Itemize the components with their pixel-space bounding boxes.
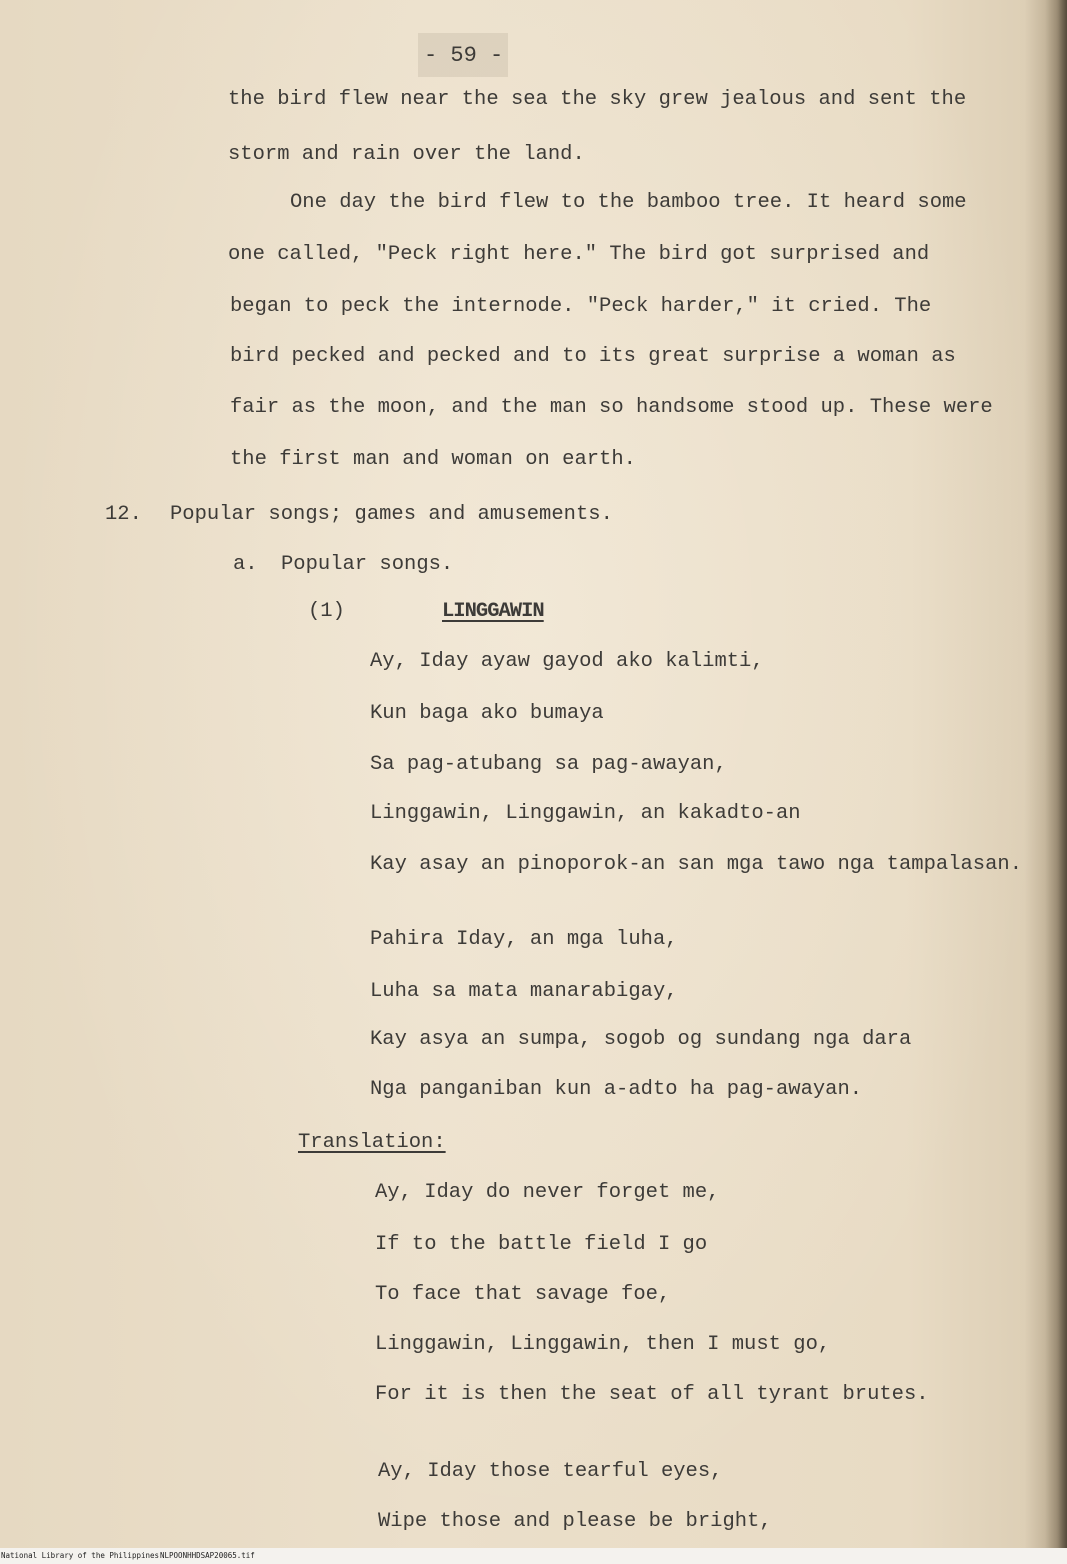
story-line: began to peck the internode. "Peck harder," it cried. The [230, 295, 932, 318]
story-line: the bird flew near the sea the sky grew jealous and sent the [228, 88, 967, 111]
section-title: Popular songs; games and amusements. [170, 503, 613, 526]
song-line: Kun baga ako bumaya [370, 702, 604, 725]
song-line: Pahira Iday, an mga luha, [370, 928, 678, 951]
translation-line: Ay, Iday do never forget me, [375, 1181, 720, 1204]
translation-heading: Translation: [298, 1131, 446, 1154]
story-line: fair as the moon, and the man so handsome stood up. These were [230, 396, 993, 419]
footer-filename: NLPOONHHDSAP20065.tif [160, 1551, 255, 1560]
song-title: LINGGAWIN [442, 600, 544, 623]
section-number: 12. [105, 503, 142, 526]
footer-library: National Library of the Philippines [1, 1551, 160, 1560]
story-line: storm and rain over the land. [228, 143, 585, 166]
story-line: bird pecked and pecked and to its great surprise a woman as [230, 345, 956, 368]
song-line: Linggawin, Linggawin, an kakadto-an [370, 802, 801, 825]
translation-line: Ay, Iday those tearful eyes, [378, 1460, 723, 1483]
song-line: Kay asay an pinoporok-an san mga tawo nga tampalasan. [370, 853, 1023, 876]
song-number: (1) [308, 600, 345, 623]
scan-footer [0, 1548, 1067, 1564]
song-line: Kay asya an sumpa, sogob og sundang nga dara [370, 1028, 912, 1051]
story-line: one called, "Peck right here." The bird got surprised and [228, 243, 930, 266]
song-line: Sa pag-atubang sa pag-awayan, [370, 753, 727, 776]
song-line: Nga panganiban kun a-adto ha pag-awayan. [370, 1078, 863, 1101]
page-edge-shadow [1045, 0, 1067, 1548]
subsection-label: a. [233, 553, 258, 576]
translation-line: Wipe those and please be bright, [378, 1510, 772, 1533]
story-line: the first man and woman on earth. [230, 448, 636, 471]
translation-line: Linggawin, Linggawin, then I must go, [375, 1333, 831, 1356]
subsection-title: Popular songs. [281, 553, 454, 576]
translation-line: If to the battle field I go [375, 1233, 708, 1256]
story-line: One day the bird flew to the bamboo tree. It heard some [290, 191, 967, 214]
song-line: Ay, Iday ayaw gayod ako kalimti, [370, 650, 764, 673]
page-number: - 59 - [424, 43, 504, 68]
translation-line: For it is then the seat of all tyrant brutes. [375, 1383, 929, 1406]
translation-line: To face that savage foe, [375, 1283, 671, 1306]
song-line: Luha sa mata manarabigay, [370, 980, 678, 1003]
